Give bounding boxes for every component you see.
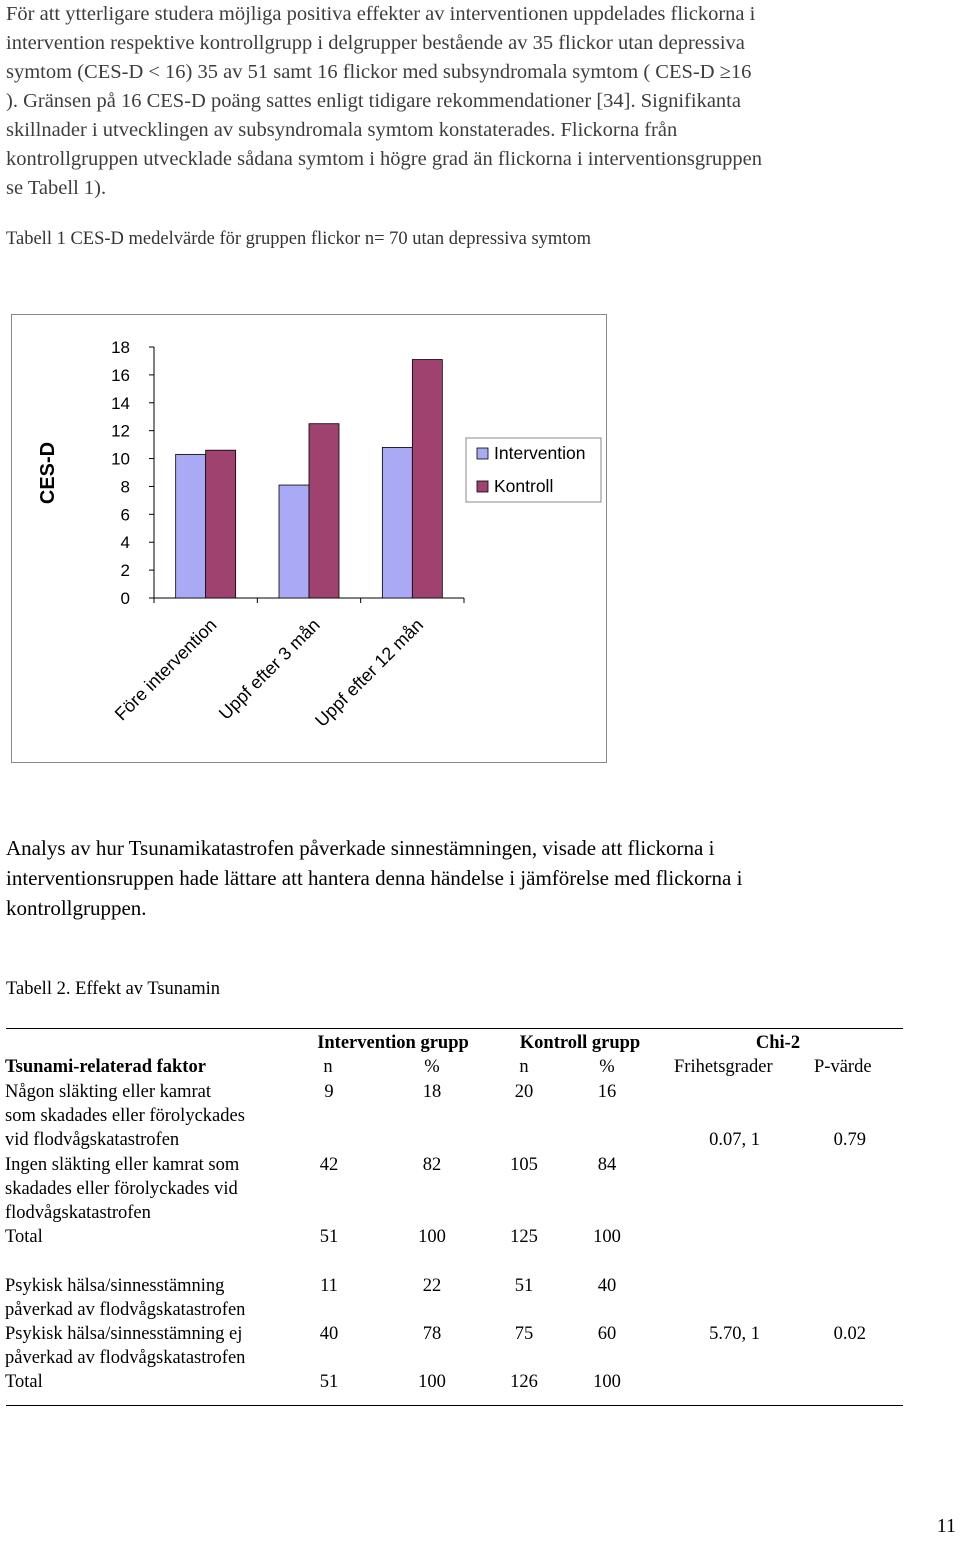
group-header: Intervention grupp [317,1033,469,1053]
y-tick-label: 0 [120,589,130,608]
table-value: 22 [422,1275,442,1296]
row-label: som skadades eller förolyckades [5,1106,245,1127]
legend-label-intervention: Intervention [494,443,586,463]
bar-intervention [176,454,206,598]
row-label: Ingen släkting eller kamrat som [5,1154,240,1175]
row-label: vid flodvågskatastrofen [5,1130,180,1151]
row-label: Total [5,1227,43,1248]
text-line: se Tabell 1). [6,177,107,199]
y-tick-label: 2 [120,561,130,581]
table2-caption: Tabell 2. Effekt av Tsunamin [6,979,221,999]
row-label: Någon släkting eller kamrat [5,1082,212,1102]
bar-kontroll [412,360,442,598]
table-value: 105 [510,1154,538,1175]
row-label: Psykisk hälsa/sinnesstämning ej [5,1324,243,1344]
y-tick-label: 10 [111,449,130,469]
table-bottom-rule [6,1405,903,1406]
table-value: 100 [593,1227,621,1248]
text-line: kontrollgruppen. [6,896,147,920]
x-category-label: Uppf efter 12 mån [311,614,428,731]
table1-caption: Tabell 1 CES-D medelvärde för gruppen flickor n= 70 utan depressiva symtom [6,229,592,249]
bar-kontroll [206,450,236,598]
bar-intervention [279,485,309,598]
text-line: symtom (CES-D < 16) 35 av 51 samt 16 flickor med subsyndromala symtom ( CES-D ≥16 [6,61,752,83]
table-value: 60 [597,1324,617,1344]
table-value: 51 [319,1227,339,1248]
y-tick-label: 8 [120,477,130,497]
sub-header: n [519,1057,529,1077]
legend-label-kontroll: Kontroll [494,476,554,496]
table-value: 100 [418,1227,446,1248]
intro-paragraph [6,0,951,203]
y-axis-label: CES-D [37,441,59,505]
y-tick-label: 12 [111,421,130,441]
sub-header: n [323,1057,333,1077]
chart-canvas [12,315,608,764]
table-value: 126 [510,1372,538,1393]
text-line: kontrollgruppen utvecklade sådana symtom i högre grad än flickorna i interventionsgruppen [6,148,763,170]
table-value: 11 [320,1275,338,1296]
group-header: Kontroll grupp [519,1033,641,1053]
y-tick-label: 4 [120,533,130,553]
page-number: 11 [936,1515,956,1537]
row-label: påverkad av flodvågskatastrofen [5,1348,246,1369]
table-value: 20 [514,1082,534,1102]
text-line: ). Gränsen på 16 CES-D poäng sattes enligt tidigare rekommendationer [34]. Signifikanta [6,90,741,112]
text-line: För att ytterligare studera möjliga positiva effekter av interventionen uppdelades flickorna i [6,3,756,25]
text-line: skillnader i utvecklingen av subsyndromala symtom konstaterades. Flickorna från [6,119,678,141]
legend-swatch-kontroll [477,481,488,492]
bar-intervention [382,447,412,598]
table-value: 9 [324,1082,334,1102]
text-line: Analys av hur Tsunamikatastrofen påverkade sinnestämningen, visade att flickorna i [6,836,715,860]
table-value: 16 [597,1082,617,1102]
ces-d-bar-chart [11,314,607,763]
table-value: 40 [597,1275,617,1296]
table-value: 100 [593,1372,621,1393]
sub-header: % [599,1057,615,1077]
table-value: 82 [422,1154,442,1175]
analysis-paragraph [6,833,951,923]
row-label: flodvågskatastrofen [5,1203,151,1223]
text-line: intervention respektive kontrollgrupp i delgrupper bestående av 35 flickor utan depressiva [6,32,745,54]
table-value: 84 [597,1154,617,1175]
row-label-header: Tsunami-relaterad faktor [5,1057,206,1077]
table-value: 42 [319,1154,339,1175]
row-label: skadades eller förolyckades vid [5,1178,238,1199]
sub-header: % [424,1057,440,1077]
y-tick-label: 16 [111,365,130,385]
tsunami-effect-table [0,1014,960,1434]
table-value: 51 [319,1372,339,1393]
sub-header: Frihetsgrader [674,1057,773,1077]
p-value: 0.02 [833,1324,866,1344]
chi-df: 5.70, 1 [709,1324,760,1344]
table-value: 78 [422,1324,442,1344]
sub-header: P-värde [814,1057,872,1077]
row-label: påverkad av flodvågskatastrofen [5,1299,246,1320]
table-value: 125 [510,1227,538,1248]
group-header: Chi-2 [755,1033,801,1053]
x-category-label: Uppf efter 3 mån [214,614,324,724]
legend-swatch-intervention [477,448,488,459]
y-tick-label: 18 [111,338,130,357]
x-category-label: Före intervention [110,614,221,725]
y-tick-label: 6 [120,505,130,525]
p-value: 0.79 [833,1130,866,1151]
row-label: Total [5,1372,43,1393]
bar-kontroll [309,424,339,598]
y-tick-label: 14 [111,393,130,413]
table-value: 75 [514,1324,534,1344]
table-value: 40 [319,1324,339,1344]
text-line: interventionsruppen hade lättare att hantera denna händelse i jämförelse med flickorna i [6,866,743,890]
chi-df: 0.07, 1 [709,1130,760,1151]
table-value: 51 [514,1275,534,1296]
table-value: 100 [418,1372,446,1393]
table-value: 18 [422,1082,442,1102]
row-label: Psykisk hälsa/sinnesstämning [5,1275,225,1296]
table-top-rule [6,1028,903,1029]
